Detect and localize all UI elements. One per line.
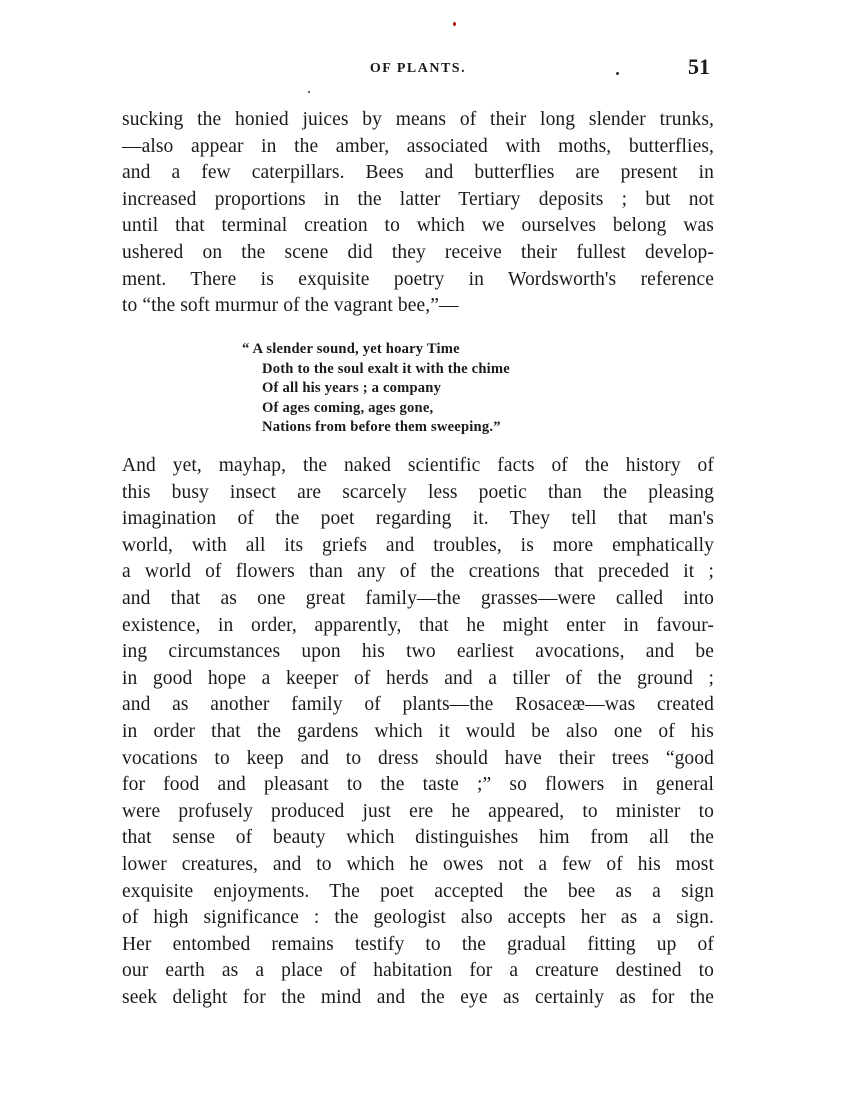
text-line: in order that the gardens which it would be also one of his: [122, 720, 714, 742]
text-line: to “the soft murmur of the vagrant bee,”—: [122, 295, 459, 317]
text-line: and a few caterpillars. Bees and butterflies are present in: [122, 162, 714, 184]
text-line: world, with all its griefs and troubles, is more emphatically: [122, 534, 714, 556]
text-line: our earth as a place of habitation for a creature destined to: [122, 960, 714, 982]
page-number: 51: [688, 54, 710, 79]
paragraph: [122, 453, 714, 1011]
text-line: this busy insect are scarcely less poetic than the pleasing: [122, 481, 714, 503]
text-line: a world of flowers than any of the creations that preceded it ;: [122, 561, 714, 583]
verse-quotation: [242, 340, 510, 438]
text-line: and as another family of plants—the Rosaceæ—was created: [122, 694, 714, 716]
text-line: And yet, mayhap, the naked scientific facts of the history of: [122, 455, 714, 476]
text-line: increased proportions in the latter Tertiary deposits ; but not: [122, 188, 714, 210]
verse-line: Doth to the soul exalt it with the chime: [262, 360, 510, 377]
text-line: ushered on the scene did they receive their fullest develop-: [122, 241, 714, 263]
running-title: OF PLANTS.: [369, 61, 467, 76]
text-line: were profusely produced just ere he appeared, to minister to: [122, 800, 714, 822]
text-line: existence, in order, apparently, that he might enter in favour-: [122, 614, 714, 636]
text-line: and that as one great family—the grasses—were called into: [122, 587, 714, 609]
ink-speck: [308, 91, 310, 93]
text-line: of high significance : the geologist also accepts her as a sign.: [122, 907, 714, 929]
text-line: ment. There is exquisite poetry in Wordsworth's reference: [122, 268, 714, 290]
verse-line: “ A slender sound, yet hoary Time: [242, 341, 460, 357]
verse-line: Of ages coming, ages gone,: [262, 399, 434, 416]
text-line: ing circumstances upon his two earliest avocations, and be: [122, 641, 714, 663]
text-line: exquisite enjoyments. The poet accepted the bee as a sign: [122, 880, 714, 902]
verse-line: Of all his years ; a company: [262, 380, 442, 396]
text-line: that sense of beauty which distinguishes him from all the: [122, 827, 714, 849]
text-line: vocations to keep and to dress should have their trees “good: [122, 747, 714, 769]
text-line: imagination of the poet regarding it. They tell that man's: [122, 508, 714, 530]
running-head: [122, 54, 714, 81]
paragraph-continued: [122, 107, 714, 320]
text-line: —also appear in the amber, associated with moths, butterflies,: [122, 135, 714, 157]
text-line: Her entombed remains testify to the gradual fitting up of: [122, 933, 714, 955]
text-line: for food and pleasant to the taste ;” so flowers in general: [122, 774, 714, 796]
text-line: lower creatures, and to which he owes not a few of his most: [122, 853, 714, 875]
text-line: seek delight for the mind and the eye as certainly as for the: [122, 986, 714, 1008]
text-line: in good hope a keeper of herds and a tiller of the ground ;: [122, 667, 714, 689]
ink-speck: [453, 22, 456, 26]
text-line: until that terminal creation to which we ourselves belong was: [122, 215, 714, 237]
text-line: sucking the honied juices by means of their long slender trunks,: [122, 109, 714, 130]
verse-line: Nations from before them sweeping.”: [262, 419, 501, 435]
